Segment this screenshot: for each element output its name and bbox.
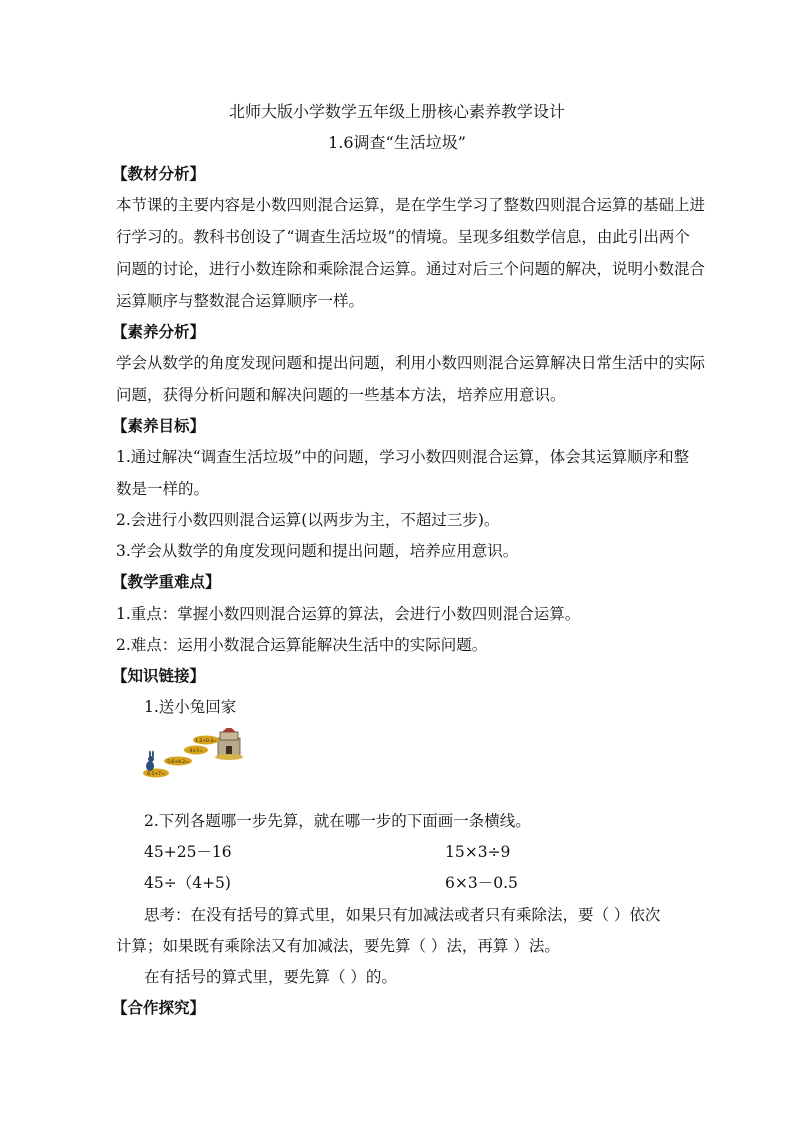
heading-material-analysis: 【教材分析】 [112,164,206,183]
expression: 45÷（4+5) [144,874,231,892]
document-title: 北师大版小学数学五年级上册核心素养教学设计 [228,102,565,121]
heading-literacy-goals: 【素养目标】 [112,416,206,435]
literacy-line: 学会从数学的角度发现问题和提出问题，利用小数四则混合运算解决日常生活中的实际 [116,354,706,372]
rabbit-home-illustration [142,728,252,798]
expression: 15×3÷9 [445,843,511,861]
stone-label: 5.6+4.2= [167,760,189,765]
rabbit-icon [146,751,154,772]
stepping-stone [164,757,192,766]
stepping-stone [184,746,208,755]
castle-icon [215,728,243,760]
goal-line: 2.会进行小数四则混合运算(以两步为主，不超过三步)。 [116,511,500,529]
literacy-line: 问题，获得分析问题和解决问题的一些基本方法，培养应用意识。 [116,386,566,404]
think-line: 在有括号的算式里，要先算（ ）的。 [144,968,397,986]
goal-line: 数是一样的。 [116,480,210,498]
link-item-1: 1.送小兔回家 [144,698,237,716]
material-line: 运算顺序与整数混合运算顺序一样。 [116,292,365,310]
expression: 45+25－16 [144,843,232,861]
material-line: 行学习的。教科书创设了“调查生活垃圾”的情境。呈现多组数学信息，由此引出两个 [116,228,690,246]
think-line: 思考：在没有括号的算式里，如果只有加减法或者只有乘除法，要（ ）依次 [144,906,661,924]
keypoint-line: 2.难点：运用小数混合运算能解决生活中的实际问题。 [116,636,488,654]
expression-row [144,873,518,893]
goal-line: 3.学会从数学的角度发现问题和提出问题，培养应用意识。 [116,542,519,560]
keypoint-line: 1.重点：掌握小数四则混合运算的算法，会进行小数四则混合运算。 [116,605,581,623]
document-subtitle: 1.6调查“生活垃圾” [328,133,466,152]
heading-cooperative-inquiry: 【合作探究】 [112,998,206,1017]
link-item-2: 2.下列各题哪一步先算，就在哪一步的下面画一条横线。 [144,812,531,830]
stone-label: 1.2÷0.3= [195,739,217,744]
stone-label: 4×7= [189,749,203,754]
stone-label: 0.1+7= [147,772,165,777]
stepping-stone [193,736,219,745]
material-line: 问题的讨论，进行小数连除和乘除混合运算。通过对后三个问题的解决，说明小数混合 [116,260,706,278]
heading-key-points: 【教学重难点】 [112,572,221,591]
think-line: 计算；如果既有乘除法又有加减法，要先算（ ）法，再算 ）法。 [116,937,560,955]
goal-line: 1.通过解决“调查生活垃圾”中的问题，学习小数四则混合运算，体会其运算顺序和整 [116,448,690,466]
expression-row [144,842,511,862]
heading-knowledge-links: 【知识链接】 [112,666,206,685]
expression: 6×3－0.5 [445,874,518,892]
heading-literacy-analysis: 【素养分析】 [112,322,206,341]
stepping-stone [143,769,169,778]
material-line: 本节课的主要内容是小数四则混合运算，是在学生学习了整数四则混合运算的基础上进 [116,196,706,214]
